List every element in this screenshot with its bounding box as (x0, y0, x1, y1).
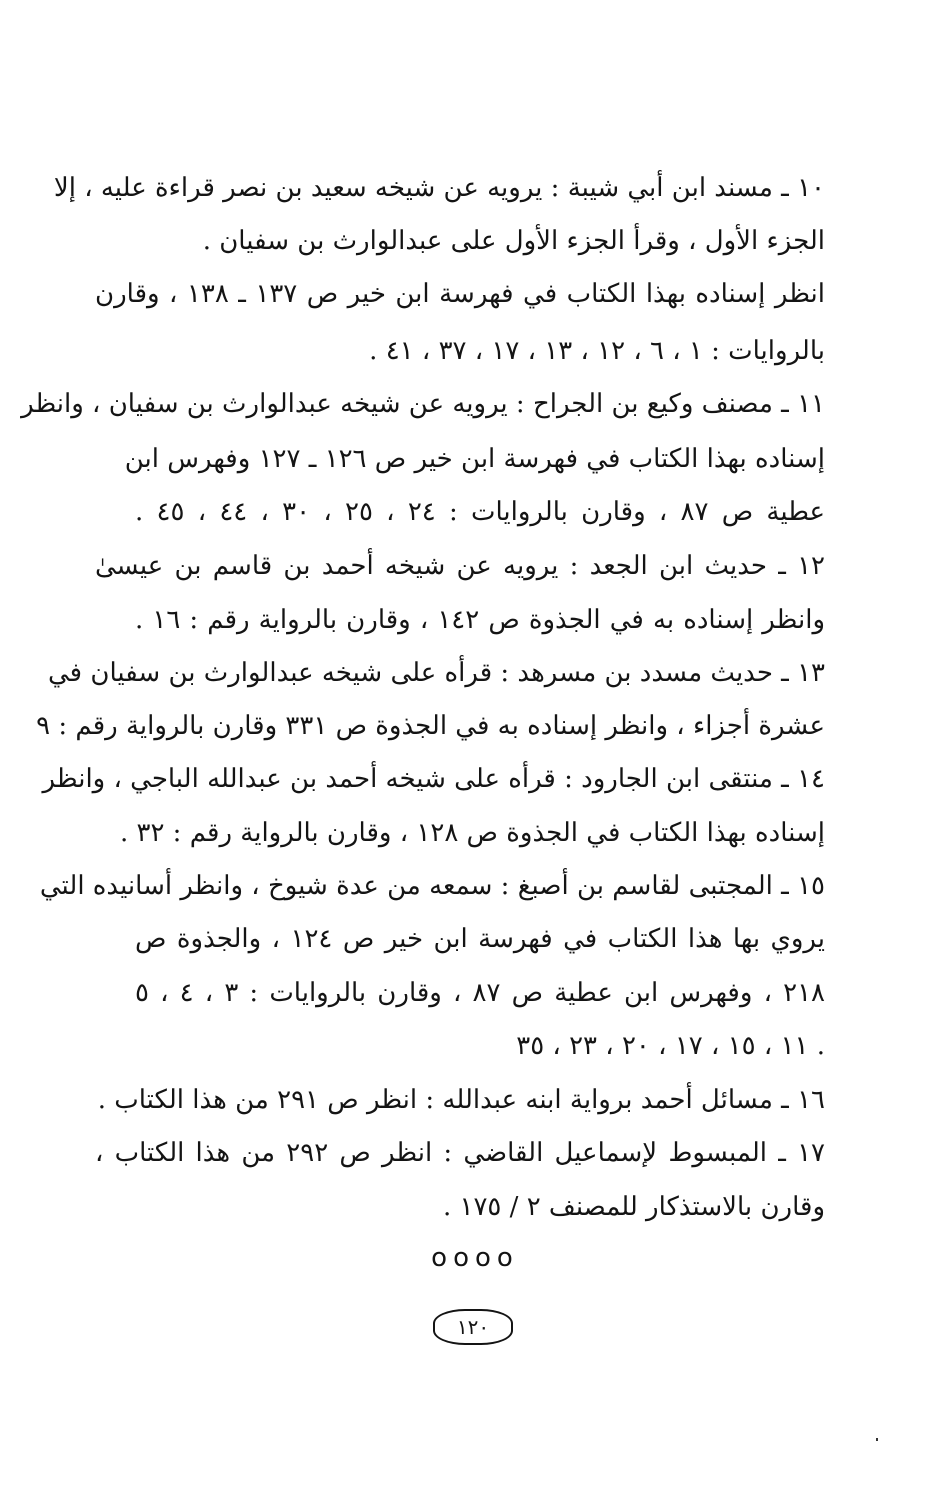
entry-14-line-2: إسناده بهذا الكتاب في الجذوة ص ١٢٨ ، وقارن بالرواية رقم : ٣٢ . (119, 818, 825, 848)
entry-11-line-2: إسناده بهذا الكتاب في فهرسة ابن خير ص ١٢٦ ـ ١٢٧ وفهرس ابن (124, 444, 825, 474)
entry-12-line-2: وانظر إسناده به في الجذوة ص ١٤٢ ، وقارن بالرواية رقم : ١٦ . (135, 605, 825, 635)
entry-15-line-1: ١٥ ـ المجتبى لقاسم بن أصبغ : سمعه من عدة شيوخ ، وانظر أسانيده التي (39, 871, 825, 901)
entry-10-line-4: بالروايات : ١ ، ٦ ، ١٢ ، ١٣ ، ١٧ ، ٣٧ ، ٤١ . (369, 336, 825, 366)
entry-14-line-1: ١٤ ـ منتقى ابن الجارود : قرأه على شيخه أحمد بن عبدالله الباجي ، وانظر (42, 764, 825, 794)
entry-15-line-2: يروي بها هذا الكتاب في فهرسة ابن خير ص ١٢٤ ، والجذوة ص (135, 924, 825, 954)
entry-15-line-3: ٢١٨ ، وفهرس ابن عطية ص ٨٧ ، وقارن بالروايات : ٣ ، ٤ ، ٥ (135, 978, 826, 1008)
entry-13-line-1: ١٣ ـ حديث مسدد بن مسرهد : قرأه على شيخه عبدالوارث بن سفيان في (48, 658, 825, 688)
entry-11-line-1: ١١ ـ مصنف وكيع بن الجراح : يرويه عن شيخه عبدالوارث بن سفيان ، وانظر (21, 389, 825, 419)
section-separator: oooo (431, 1243, 519, 1273)
scan-speck (876, 1438, 878, 1441)
entry-12-line-1: ١٢ ـ حديث ابن الجعد : يرويه عن شيخه أحمد بن قاسم بن عيسىٰ (95, 551, 825, 581)
entry-15-line-4: ١١ ، ١٥ ، ١٧ ، ٢٠ ، ٢٣ ، ٣٥ . (516, 1031, 825, 1061)
entry-10-line-3: انظر إسناده بهذا الكتاب في فهرسة ابن خير ص ١٣٧ ـ ١٣٨ ، وقارن (95, 279, 825, 309)
entry-11-line-3: عطية ص ٨٧ ، وقارن بالروايات : ٢٤ ، ٢٥ ، ٣٠ ، ٤٤ ، ٤٥ . (135, 497, 826, 527)
entry-10-line-1: ١٠ ـ مسند ابن أبي شيبة : يرويه عن شيخه سعيد بن نصر قراءة عليه ، إلا (53, 173, 825, 203)
page-number: ١٢٠ (433, 1309, 513, 1345)
entry-10-line-2: الجزء الأول ، وقرأ الجزء الأول على عبدالوارث بن سفيان . (202, 226, 825, 256)
entry-13-line-2: عشرة أجزاء ، وانظر إسناده به في الجذوة ص ٣٣١ وقارن بالرواية رقم : ٩ (36, 711, 825, 741)
entry-17-line-1: ١٧ ـ المبسوط لإسماعيل القاضي : انظر ص ٢٩٢ من هذا الكتاب ، (95, 1138, 826, 1168)
entry-17-line-2: وقارن بالاستذكار للمصنف ٢ / ١٧٥ . (442, 1192, 825, 1222)
entry-16-line-1: ١٦ ـ مسائل أحمد برواية ابنه عبدالله : انظر ص ٢٩١ من هذا الكتاب . (97, 1085, 825, 1115)
